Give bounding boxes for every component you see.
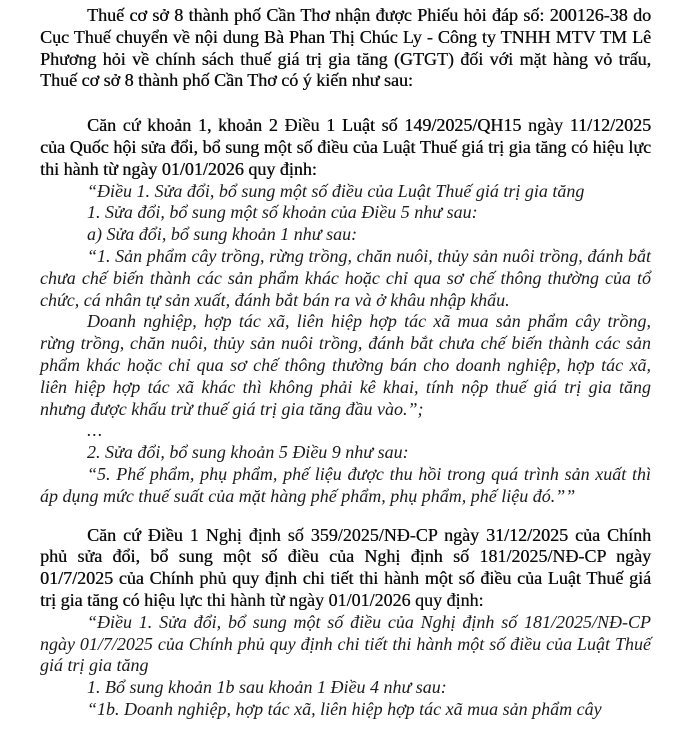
quoted-law-khoan1-text: “1. Sản phẩm cây trồng, rừng trồng, chăn nuôi, thủy sản nuôi trồng, đánh bắt chưa chế biến thành các sản phẩm khác hoặc chỉ qua sơ chế thông thường của tổ chức, cá nhân tự sản xuất, đánh bắt bán ra và ở khâu nhập khẩu. xyxy=(40,245,651,310)
quoted-law-point-a: a) Sửa đổi, bổ sung khoản 1 như sau: xyxy=(87,224,358,245)
quoted-law-khoan1-text-continued: Doanh nghiệp, hợp tác xã, liên hiệp hợp tác xã mua sản phẩm cây trồng, rừng trồng, chăn nuôi, thủy sản nuôi trồng, đánh bắt chưa chế biến thành các sản phẩm khác hoặc chỉ qua sơ chế thông thường bán cho doanh nghiệp, hợp tác xã, liên hiệp hợp tác xã khác thì không phải kê khai, tính nộp thuế giá trị gia tăng nhưng được khấu trừ thuế giá trị gia tăng đầu vào.”; xyxy=(40,311,651,419)
quoted-ellipsis: ... xyxy=(87,420,104,441)
quoted-law-clause1-heading: 1. Sửa đổi, bổ sung một số khoản của Điều 5 như sau: xyxy=(87,202,478,223)
quoted-decree-article-heading: “Điều 1. Sửa đổi, bổ sung một số điều của Nghị định số 181/2025/NĐ-CP ngày 01/7/2025 của Chính phủ quy định chi tiết thi hành một số điều của Luật Thuế giá trị gia tăng xyxy=(40,611,651,676)
quoted-law-article-heading: “Điều 1. Sửa đổi, bổ sung một số điều của Luật Thuế giá trị gia tăng xyxy=(87,180,585,201)
quoted-decree-clause1-heading: 1. Bổ sung khoản 1b sau khoản 1 Điều 4 như sau: xyxy=(87,677,447,698)
quoted-decree-khoan1b-text: “1b. Doanh nghiệp, hợp tác xã, liên hiệp hợp tác xã mua sản phẩm cây xyxy=(87,698,602,719)
legal-basis-decree-paragraph: Căn cứ Điều 1 Nghị định số 359/2025/NĐ-CP ngày 31/12/2025 của Chính phủ sửa đổi, bổ sung một số điều của Nghị định số 181/2025/NĐ-CP ngày 01/7/2025 của Chính phủ quy định chi tiết thi hành một số điều của Luật Thuế giá trị gia tăng có hiệu lực thi hành từ ngày 01/01/2026 quy định: xyxy=(40,524,651,610)
legal-basis-law-paragraph: Căn cứ khoản 1, khoản 2 Điều 1 Luật số 149/2025/QH15 ngày 11/12/2025 của Quốc hội sửa đổi, bổ sung một số điều của Luật Thuế giá trị gia tăng có hiệu lực thi hành từ ngày 01/01/2026 quy định: xyxy=(40,115,651,179)
intro-paragraph: Thuế cơ sở 8 thành phố Cần Thơ nhận được Phiếu hỏi đáp số: 200126-38 do Cục Thuế chuyển về nội dung Bà Phan Thị Chúc Ly - Công ty TNHH MTV TM Lê Phương hỏi về chính sách thuế giá trị gia tăng (GTGT) đối với mặt hàng vỏ trấu, Thuế cơ sở 8 thành phố Cần Thơ có ý kiến như sau: xyxy=(40,5,651,91)
quoted-law-khoan5-text: “5. Phế phẩm, phụ phẩm, phế liệu được thu hồi trong quá trình sản xuất thì áp dụng mức thuế suất của mặt hàng phế phẩm, phụ phẩm, phế liệu đó.”” xyxy=(40,463,651,506)
quoted-law-clause2-heading: 2. Sửa đổi, bổ sung khoản 5 Điều 9 như sau: xyxy=(87,442,409,463)
